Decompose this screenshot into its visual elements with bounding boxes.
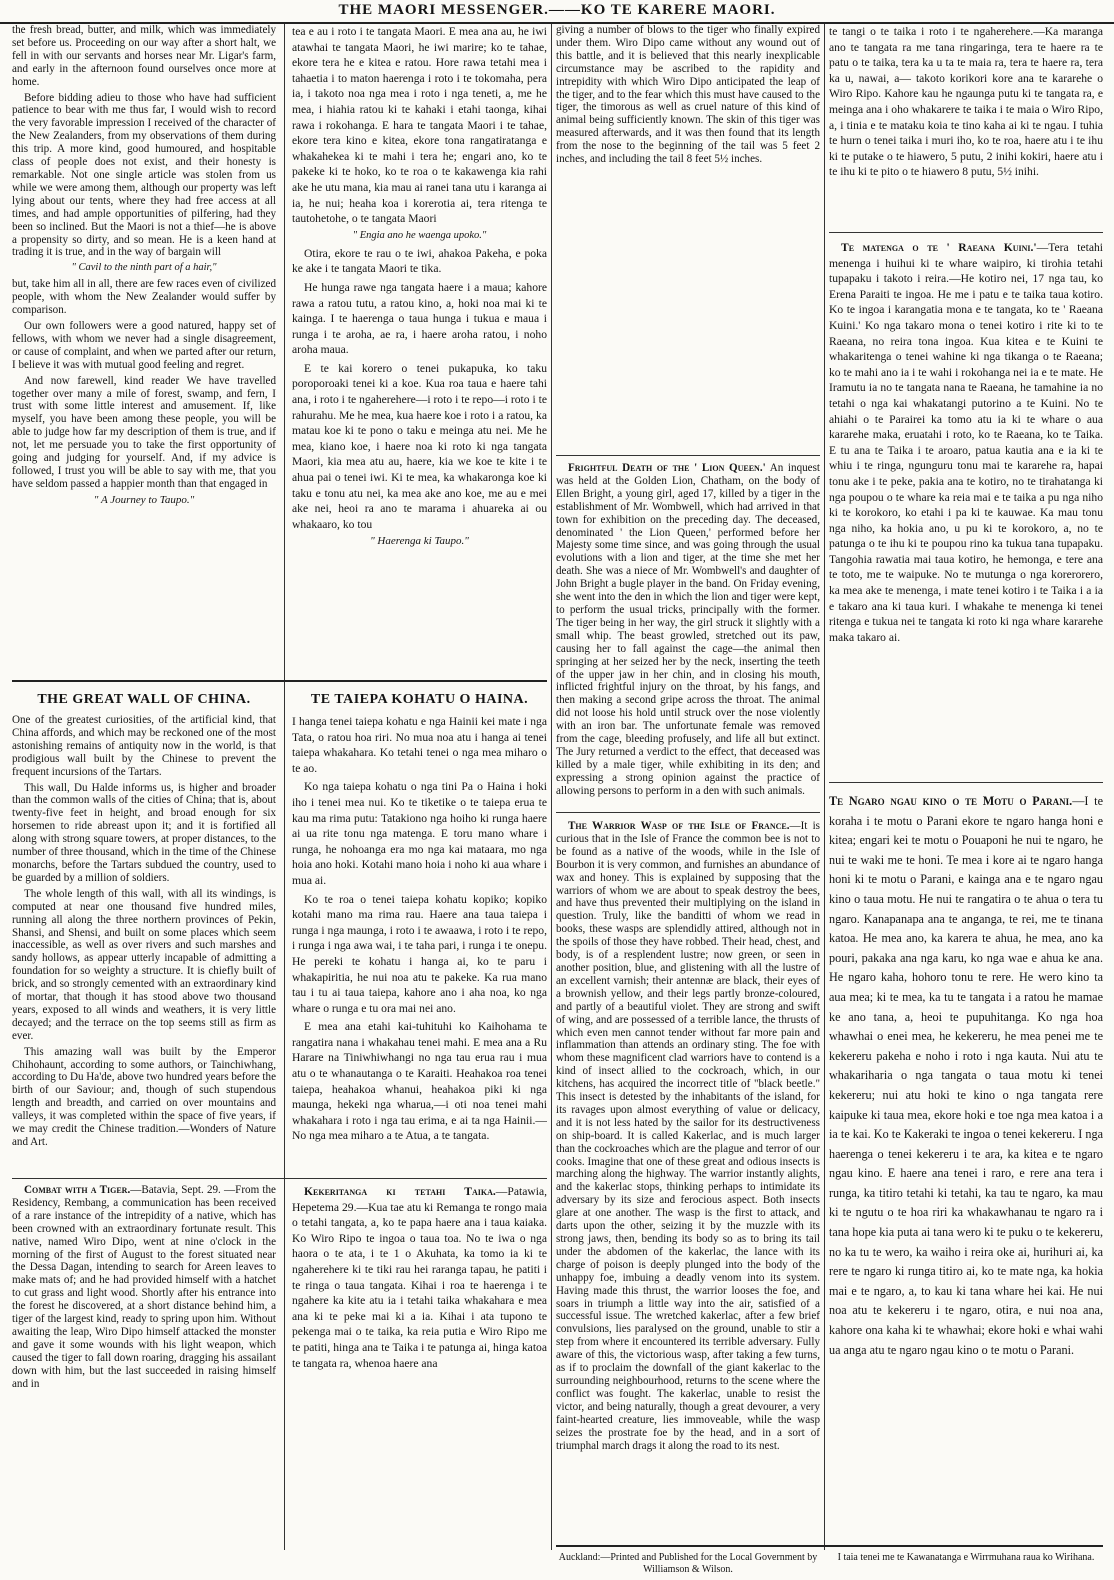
article-heading: Frightful Death of the ' Lion Queen.' bbox=[568, 462, 766, 474]
article-body: —Tera tetahi menenga i huihui ki te whare waipiro, ki tirohia tetahi tupapaku i takoto i reira.—He kotiro nei, 17 nga tau, ko Erena Paraiti te ingoa. He me i patu e te taika taua kotiro. Ko te ingoa i karangatia mona e te tangata, ko te ' Raeana Kuini.' Ko nga takaro mona o tenei kotiro i rite ki to te Raeana, no reira tona ingoa. Kua kitea e te Kuini te whakaritenga o tenei wahine ki nga tikanga o te Raeana; ko te mahi ano ia i te wahi i rokohanga nei ia e te mate. He Iramutu ia no te tangata nana te Raeana, he tamahine ia no tetahi o nga kai whakatangi putorino a te Kuini. No te ahiahi o te Parairei ka tomo atu ia ki te whare o aua kararehe maka, eruatahi i roto, ko te Raeana, ko te Taika. E tu ana te Taika i te aroaro, patua kautia ana e ia ki te whiu i te ringa, ngunguru tonu mai te kararehe ra, hapai tonu ake i te peke, pakia ana te kotiro, no te tirahatanga ki nga poupou o te whare ka reia mai e te taika a pu nga niho ki te korokoro, ko etahi i pa ki te kauwae. Ka mau tonu nga niho, ka hokia ano, u pu ki te korokoro, a, no te patunga o te ihu ki te poupou rino ka tukua tana tupapaku. Tangohia rawatia mai taua kotiro, he hemonga, e tere ana te toto, me te waipuke. No te mutunga o nga korerorero, ka mea ake te menenga, i mate tenei kotiro i te Taika i a ia e takaro ana ki taua kuri. I whakahe te menenga ki tenei ritenga e tukua nei te tangata ki roto ki nga whare kararehe maka takaro ai. bbox=[829, 241, 1103, 644]
article-heading: Combat with a Tiger. bbox=[24, 1184, 131, 1196]
printer-imprint: Auckland:—Printed and Published for the Local Government by Williamson & Wilson. bbox=[558, 1552, 818, 1575]
paragraph: This amazing wall was built by the Emperor Chihohaunt, according to some authors, or Tainchiwhang, according to Du Ha'de, above two hundred years before the birth of our Saviour; and, though of such stupendous length and breadth, and carried on over mountains and valleys, it was completed within the space of five years, if we may credit the Chinese tradition.—Wonders of Nature and Art. bbox=[12, 1045, 276, 1148]
paragraph: I hanga tenei taiepa kohatu e nga Hainii kei mate i nga Tata, o ratou hoa riri. No mua noa atu i hanga ai tenei taiepa whakahara. Ko tetahi tenei o nga mea miharo o te ao. bbox=[292, 715, 547, 775]
paragraph: giving a number of blows to the tiger who finally expired under them. Wiro Dipo came without any wound out of this battle, and it is believed that this nearly inexplicable circumstance may be ascribed to the rapidity and intrepidity with which Wiro Dipo anticipated the leap of the tiger, and to the fear which this must have caused to the tiger, the timorous as well as cruel nature of this kind of animal being sufficiently known. The skin of this tiger was measured afterwards, and it was then found that its length from the nose to the beginning of the tail was 5 feet 2 inches, and including the tail 8 feet 5½ inches. bbox=[556, 24, 820, 166]
paragraph: He hunga rawe nga tangata haere i a maua; kahore rawa a ratou tutu, a ratou kino, a, hoki noa mai ki te kainga. I te haerenga o taua hunga i tukua e maua i runga i te aroha, ae ra, i haere aroha ratou, i noho aroha maua. bbox=[292, 280, 547, 357]
column-2 bbox=[292, 24, 547, 1544]
column-1 bbox=[12, 24, 276, 1544]
masthead-title: THE MAORI MESSENGER.——KO TE KARERE MAORI. bbox=[338, 2, 776, 18]
article-heading: Te Ngaro ngau kino o te Motu o Parani. bbox=[829, 794, 1073, 808]
column-rule bbox=[284, 24, 285, 1550]
paragraph: One of the greatest curiosities, of the artificial kind, that China affords, and which may be reckoned one of the most astonishing remains of antiquity now in the world, is that prodigious wall built by the Chinese to prevent the frequent incursions of the Tartars. bbox=[12, 714, 276, 778]
article-body: —It is curious that in the Isle of France the common bee is not to be found as a native of the woods, while in the Isle of Bourbon it is very common, and furnishes an abundance of wax and honey. This is explained by supposing that the warriors of whom we are about to speak destroy the bees, and have thus prevented their multiplying on the island in question. Truly, like the banditti of whom we read in books, these wasps are splendidly attired, although not in the spoils of those they have robbed. Their head, chest, and body, is of a resplendent lustre; now green, or seen in another position, blue, and glistening with all the lustre of an excellent varnish; their antennæ are black, their eyes of a brownish yellow, and their legs partly bronze-coloured, and partly of a beautiful violet. They are strong and swift of wing, and are possessed of a terrible lance, the thrusts of which even men cannot tender without far more pain and inflammation than attends an ordinary sting. The foe with whom these magnificent clad warriors have to contend is a kind of insect allied to the cockroach, which, in our kitchens, has acquired the incorrect title of "black beetle." This insect is detested by the inhabitants of the island, for its ravages upon almost everything of value or delicacy, and it is not less hated by the sailor for its destructiveness on ship-board. It is called Kakerlac, and is much larger than the cockroaches which are the plague and terror of our cooks. Imagine that one of these great and odious insects is marching along the highway. The warrior instantly alights, and the kakerlac stops, thinking perhaps to intimidate its adversary by its size and ferocious aspect. Both insects glare at one another. The wasp is the first to attack, and darts upon the other, seizing it by the muzzle with its strong jaws, then, bending its body so as to bring its tail under the abdomen of the kakerlac, the lance with its charge of poison is deeply plunged into the body of the unhappy foe, imbuing a deadly venom into its system. Having made this thrust, the warrior looses the foe, and soars in triumph a little way into the air, satisfied of a successful issue. The wretched kakerlac, after a few brief convulsions, lies paralysed on the ground, unable to stir a step from where it encountered its terrible adversary. Fully aware of this, the victorious wasp, after taking a few turns, as if to proclaim the downfall of the giant kakerlac to the surrounding neighbourhood, returns to the scene where the conflict was fought. The kakerlac, unable to resist the victor, and being naturally, though a great devourer, a very faint-hearted creature, lies immoveable, while the wasp seizes the prostrate foe by the head, and in a sort of triumphal march drags it along the road to its nest. bbox=[556, 820, 820, 1452]
article-title: TE TAIEPA KOHATU O HAINA. bbox=[310, 692, 529, 707]
paragraph: The whole length of this wall, with all its windings, is computed at near one thousand five hundred miles, running all along the three northern provinces of Pekin, Shansi, and Shensi, and built on some places which seem inaccessible, as well as over rivers and such marshes and sandy hollows, as appear utterly incapable of admitting a foundation for so weighty a structure. It is chiefly built of brick, and so strongly cemented with an extraordinary kind of mortar, that though it has stood above two thousand years, exposed to all winds and weathers, it is very little decayed; and the terrace on the top seems still as firm as ever. bbox=[12, 887, 276, 1042]
paragraph: the fresh bread, butter, and milk, which was immediately set before us. Proceeding on our way after a short halt, we fell in with our servants and horses near Mr. Ligar's farm, and early in the afternoon found ourselves once more at home. bbox=[12, 24, 276, 88]
paragraph: Before bidding adieu to those who have had sufficient patience to bear with me thus far, I would wish to record the very favorable impression I received of the character of the New Zealanders, from my observations of them during this trip. A more kind, good humoured, and hospitable class of people does not exist, and their honesty is remarkable. Not one single article was stolen from us while we were among them, although our property was left lying about our tents, where they had free access at all times, and had ample opportunities of pilfering, had they been so inclined. But the Maori is not a thief—he is above a propensity so dirty, and so mean. He is a keen hand at trading it is true, and in the way of bargain will bbox=[12, 91, 276, 259]
signature: " A Journey to Taupo." bbox=[93, 493, 195, 506]
paragraph: but, take him all in all, there are few races even of civilized people, with whom the New Zealander would suffer by comparison. bbox=[12, 278, 276, 317]
paragraph: Ko nga taiepa kohatu o nga tini Pa o Haina i hoki iho i tenei mea nui. Ko te tiketike o te taiepa erua te kau ma rima putu: Tatakiono nga hoiho ki runga haere ai ua rite tonu nga matenga. E toru mano whare i runga, he nohoanga era mo nga kai mataara, mo nga hoia ano hoki. Kotahi mano hoia i noho ki aua whare i mua ai. bbox=[292, 780, 547, 887]
article-body: An inquest was held at the Golden Lion, Chatham, on the body of Ellen Bright, a young girl, aged 17, killed by a tiger in the establishment of Mr. Wombwell, which had arrived in that town for exhibition on the preceding day. The deceased, denominated ' the Lion Queen,' performed before her Majesty some time since, and was going through the usual evolutions with a lion and tiger, at the time she met her death. She was a niece of Mr. Wombwell's and daughter of John Bright a bugle player in the band. On Friday evening, she went into the den in which the lion and tiger were kept, to perform the usual tricks, principally with the former. The tiger being in her way, the girl struck it slightly with a small whip. The beast growled, stretched out its paw, causing her to fall against the cage—the animal then springing at her seized her by the neck, inserting the teeth of the upper jaw in her chin, and in closing his mouth, inflicted frightful injury on the throat, by his fangs, and then making a second gripe across the throat. The animal did not loose his hold until struck over the nose violently with an iron bar. The unfortunate female was removed from the cage, bleeding profusely, and life all but extinct. The Jury returned a verdict to the effect, that deceased was killed by a male tiger, while exhibiting in its den; and expressing a strong opinion against the practice of allowing persons to perform in a den with such animals. bbox=[556, 462, 820, 797]
paragraph: This wall, Du Halde informs us, is higher and broader than the common walls of the cities of China; that is, about twenty-five feet in height, and broad enough for six horsemen to ride abreast upon it; and it is fortified all along with strong square towers, at proper distances, to the number of three thousand, which in the time of the Chinese monarchs, before the Tartars subdued the country, used to be guarded by a million of soldiers. bbox=[12, 781, 276, 884]
column-rule bbox=[551, 24, 552, 1550]
signature: " Haerenga ki Taupo." bbox=[370, 535, 469, 548]
column-3 bbox=[556, 24, 820, 1544]
paragraph: tea e au i roto i te tangata Maori. E mea ana au, he iwi atawhai te tangata Maori, he iwi marire; ko te tahae, ekore tera he e kitea e ratou. Hore rawa tetahi mea i tahaetia i to maton haerenga i roto i te tokomaha, pera ia, i takoto noa nga mea i roto i nga teneti, a, me he mea, i hiahia ratou ki te kahaki i etahi taonga, kihai rawa i rokohanga. E hara te tangata Maori i te tahae, ekore tera kino e kitea, ekore tona rangatiratanga e whakahekea ki te mahi i tera he; engari ano, ko te pakeke ki te hoko, ko te roa o te kakawenga kia rahi ake he utu mana, kia mau ai ranei tana utu i karanga ai ia, he nui; heaha koa i korerotia ai, tera ritenga te tautohetohe, o te tangata Maori bbox=[292, 25, 547, 226]
masthead bbox=[0, 0, 1114, 24]
column-4 bbox=[829, 24, 1103, 1544]
quote: " Engia ano he waenga upoko." bbox=[352, 229, 487, 241]
paragraph: E mea ana etahi kai-tuhituhi ko Kaihohama te rangatira nana i whakahau tenei mahi. E mea ana a Ru Harare na Tiniwhiwhangi no nga tau erua rau i mua atu o te whanautanga o te Karaiti. Heahakoa roa tenei taiepa, heahakoa whanui, heahakoa piki ki nga maunga, hekeki nga wharua,—i oti noa tenei mahi whakahara i roto i nga tau erima, e ai ta nga Hainii.—No nga mea miharo a te Atua, a te tangata. bbox=[292, 1020, 547, 1143]
article-heading: The Warrior Wasp of the Isle of France. bbox=[568, 820, 790, 832]
paragraph: E te kai korero o tenei pukapuka, ko taku poroporoaki tenei ki a koe. Kua roa taua e haere tahi ana, i roto i te ngaherehere—i roto i te repo—i roto i te rahurahu. Me he mea, kua haere koe i roto i a ratou, ka matau koe ki te pono o taku e meinga atu nei. Me he mea, kiano koe, i haere noa ki roto ki nga tangata Maori, kia mea atu au, haere, kia we koe te kite i te ahua pai o tenei iwi. Ki te mea, ka whakaronga koe ki taku e tonu atu nei, ka mea ake ano koe, me au e mei ake nei, heoi ra ano te marama i ahuareka ai ou whakaaro, ko tou bbox=[292, 361, 547, 531]
paragraph: te tangi o te taika i roto i te ngaherehere.—Ka maranga ano te tangata ra me tana ringaringa, tera te haere ra te patu o te taika, tera ka u ta te maia ra, tera te haere ra, tera ka u, nawai, a— takoto korikori kore ana te kararehe o Wiro Ripo. Kahore kau he ngaunga putu ki te tangata ra, e meinga ana i oho whakarere te taika i te maia o Wiro Ripo, a, i tinia e te mataku koia te tino kaha ai ki te ngau. I tuhia te hurn o tenei taika i muri iho, ko te roa, haere atu i te ihu ki te putake o te hiawero, 5 putu, 2 inihi kokiri, haere atu i te ihu ki te pito o te hiawero 8 putu, 5½ inihi. bbox=[829, 25, 1103, 179]
printer-imprint-maori: I taia tenei me te Kawanatanga e Wirrmuhana raua ko Wirihana. bbox=[837, 1552, 1095, 1563]
article-heading: Kekeritanga ki tetahi Taika. bbox=[304, 1185, 496, 1198]
paragraph: And now farewell, kind reader We have travelled together over many a mile of forest, swamp, and fern, I trust with some little interest and amusement. If, like myself, you have been among these people, you will be able to judge how far my description of them is true, and if not, let me persuade you to take the first opportunity of going and judging for yourself. And, if my advice is followed, I trust you will be able to say with me, that you have seldom passed a happier month than that engaged in bbox=[12, 374, 276, 490]
footer-rule bbox=[556, 1545, 1103, 1547]
article-heading: Te matenga o te ' Raeana Kuini.' bbox=[841, 241, 1037, 254]
paragraph: Otira, ekore te rau o te iwi, ahakoa Pakeha, e poka ke ake i te tangata Maori te tika. bbox=[292, 246, 547, 276]
quote: " Cavil to the ninth part of a hair," bbox=[71, 262, 217, 274]
article-title: THE GREAT WALL OF CHINA. bbox=[37, 692, 251, 707]
paragraph: Ko te roa o tenei taiepa kohatu kopiko; kopiko kotahi mano ma rima rau. Haere ana taua taiepa i runga i nga maunga, i roto i te awaawa, i roto i te repo, i runga i nga awa wai, i te taha pari, i runga i te onepu. He pereki te kohatu i hanga ai, ko te paru i whakapiritia, he nui noa atu te pakeke. Ka rua mano tau i tu ai taua taiepa, kahore ano i aha noa, ko nga whare o runga e tu ora mai nei ano. bbox=[292, 892, 547, 1015]
article-body: —Patawia, Hepetema 29.—Kua tae atu ki Remanga te rongo maia o tetahi tangata, a, ko te papa haere ana i taua kaiaka. Ko Wiro Ripo te ingoa o taua toa. No te iwa o nga haora o te ata, i te 1 o Akuhata, ka tomo ia ki te ngaherehere ki te tiki rau hei raranga tapau, he patiti i te ringa o taua tangata. Kihai i roa te haerenga i te ngahere ka kite atu ia i tetahi taika whakahara e mea ana ki te peke mai ki a ia. Kihai i ata tupono te pekenga mai o te taika, ka reia putia e Wiro Ripo me te patiti, hinga ana te Taika i te patunga ai, hinga katoa te tangata ra, whenoa haere ana bbox=[292, 1185, 547, 1370]
article-body: —I te koraha i te motu o Parani ekore te ngaro hanga honi e kitea; engari kei te motu o Pouaponi he nui te ngaro, he nui te waki me te honi. Te mea i kore ai te ngaro hanga honi ki te motu o Parani, e kainga ana e te ngaro ngau kino o taua motu. He nui te rangatira o te ahua o tera tu ngaro. Kanapanapa ana te anganga, te rei, me te tinana katoa. He mea ano, ka karera te ahua, he mea, ano ka pouri, pakaka ana nga karu, ko nga wae e ahua ke ana. He ngaro kaha, hohoro tonu te rere. He wero kino ta aua mea; ki te mea, ka tu te tangata i a ratou he mamae ke ano tana, a, heoi te pupuhitanga. Ko nga hoa whawhai o enei mea, he kekereru, he mea penei me te kekereru pakeha e noho i roto i nga kauta. Nui atu te whakariharia o nga tangata o taua motu ki tenei kekereru; nui atu hoki te kino o nga tangata rere kaipuke ki taua mea, ekore hoki e toe nga mea katoa i a ia te kai. Ko te Kakeraki te ingoa o tenei kekereru. I nga haerenga o tenei kekereru i te ara, ka kitea e te ngaro ngau kino. E haere ana tenei i raro, e rere ana tera i runga, ka titiro tetahi ki tetahi, ka tau te ngaro, ka mau ki te ngutu o te hoa riri ka whakawhanau te ngaro ra i tana hope kia puta ai tana wero ki te puku o te kekereru, no ka tu te wero, ka waiho i reira oke ai, hurihuri ai, ka rere te ngaro ki runga titiro ai, ko te mate nga, ka hokia mai e te ngaro, a, to kau ki tana whare hei kai. He nui noa atu te kekereru i te ngaro, otira, e nui noa ana, kahore ona kaha ki te whawhai; ekore hoki e whai wahi ua anga atu te ngaro ngau kino o te motu o Parani. bbox=[829, 794, 1103, 1357]
paragraph: Our own followers were a good natured, happy set of fellows, with whom we never had a single disagreement, or cause of complaint, and when we parted after our return, I believe it was with mutual good feeling and regret. bbox=[12, 320, 276, 371]
article-body: —Batavia, Sept. 29. —From the Residency, Rembang, a communication has been received of a rare instance of the intrepidity of a native, which has been crowned with an extraordinary fortunate result. This native, named Wiro Dipo, went at nine o'clock in the morning of the first of August to the forest situated near the Dessa Dagan, intending to search for Areen leaves to make mats of; and he had provided himself with a hatchet to cut grass and light wood. Shortly after his entrance into the forest he discovered, at a short distance behind him, a tiger of the largest kind, ready to spring upon him. Without awaiting the leap, Wiro Dipo himself attacked the monster and gave it some wounds with his light weapon, which caused the tiger to fall down roaring, dragging his assailant down with him, but the last succeeded in raising himself and in bbox=[12, 1184, 276, 1390]
column-rule bbox=[824, 24, 825, 1550]
